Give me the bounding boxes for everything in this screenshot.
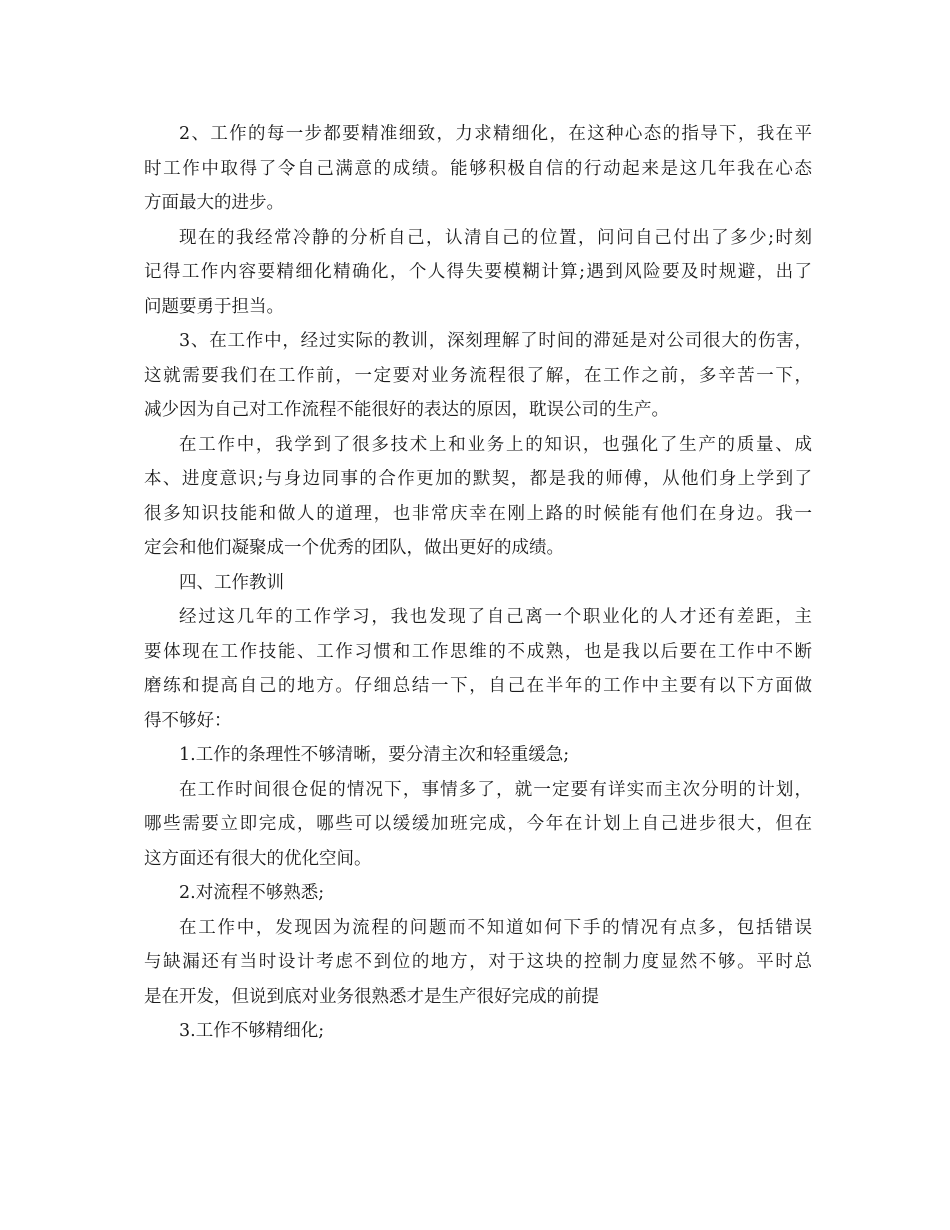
text-line: 在工作中，我学到了很多技术上和业务上的知识，也强化了生产的质量、成	[179, 434, 812, 455]
text-line: 在工作时间很仓促的情况下，事情多了，就一定要有详实而主次分明的计划，	[179, 779, 812, 800]
text-line: 与缺漏还有当时设计考虑不到位的地方，对于这块的控制力度显然不够。平时总	[144, 952, 812, 972]
text-line: 得不够好：	[144, 710, 232, 731]
text-line: 这方面还有很大的优化空间。	[144, 848, 372, 869]
text-line: 时工作中取得了令自己满意的成绩。能够积极自信的行动起来是这几年我在心态	[144, 158, 812, 179]
text-line: 四、工作教训	[179, 572, 284, 593]
text-line: 现在的我经常冷静的分析自己，认清自己的位置，问问自己付出了多少;时刻	[179, 227, 812, 248]
text-line: 3.工作不够精细化;	[179, 1021, 325, 1041]
text-line: 减少因为自己对工作流程不能很好的表达的原因，耽误公司的生产。	[144, 400, 669, 420]
text-line: 问题要勇于担当。	[144, 296, 284, 317]
text-line: 2.对流程不够熟悉;	[179, 883, 325, 903]
text-line: 磨练和提高自己的地方。仔细总结一下，自己在半年的工作中主要有以下方面做	[144, 676, 812, 696]
text-line: 本、进度意识;与身边同事的合作更加的默契，都是我的师傅，从他们身上学到了	[144, 469, 812, 489]
text-line: 方面最大的进步。	[144, 193, 284, 213]
text-line: 哪些需要立即完成，哪些可以缓缓加班完成，今年在计划上自己进步很大，但在	[144, 814, 812, 834]
text-line: 记得工作内容要精细化精确化，个人得失要模糊计算;遇到风险要及时规避，出了	[144, 262, 812, 282]
text-line: 很多知识技能和做人的道理，也非常庆幸在刚上路的时候能有他们在身边。我一	[144, 503, 812, 524]
text-line: 3、在工作中，经过实际的教训，深刻理解了时间的滞延是对公司很大的伤害，	[179, 331, 812, 351]
text-line: 这就需要我们在工作前，一定要对业务流程很了解，在工作之前，多辛苦一下，	[144, 365, 812, 386]
text-line: 在工作中，发现因为流程的问题而不知道如何下手的情况有点多，包括错误	[179, 917, 812, 938]
text-line: 是在开发，但说到底对业务很熟悉才是生产很好完成的前提	[144, 986, 599, 1007]
text-line: 要体现在工作技能、工作习惯和工作思维的不成熟，也是我以后要在工作中不断	[144, 641, 812, 662]
text-line: 2、工作的每一步都要精准细致，力求精细化，在这种心态的指导下，我在平	[179, 124, 812, 144]
text-line: 定会和他们凝聚成一个优秀的团队，做出更好的成绩。	[144, 538, 564, 558]
document-body	[144, 117, 812, 1049]
text-line: 经过这几年的工作学习，我也发现了自己离一个职业化的人才还有差距，主	[179, 607, 812, 627]
text-line: 1.工作的条理性不够清晰，要分清主次和轻重缓急;	[179, 745, 570, 765]
